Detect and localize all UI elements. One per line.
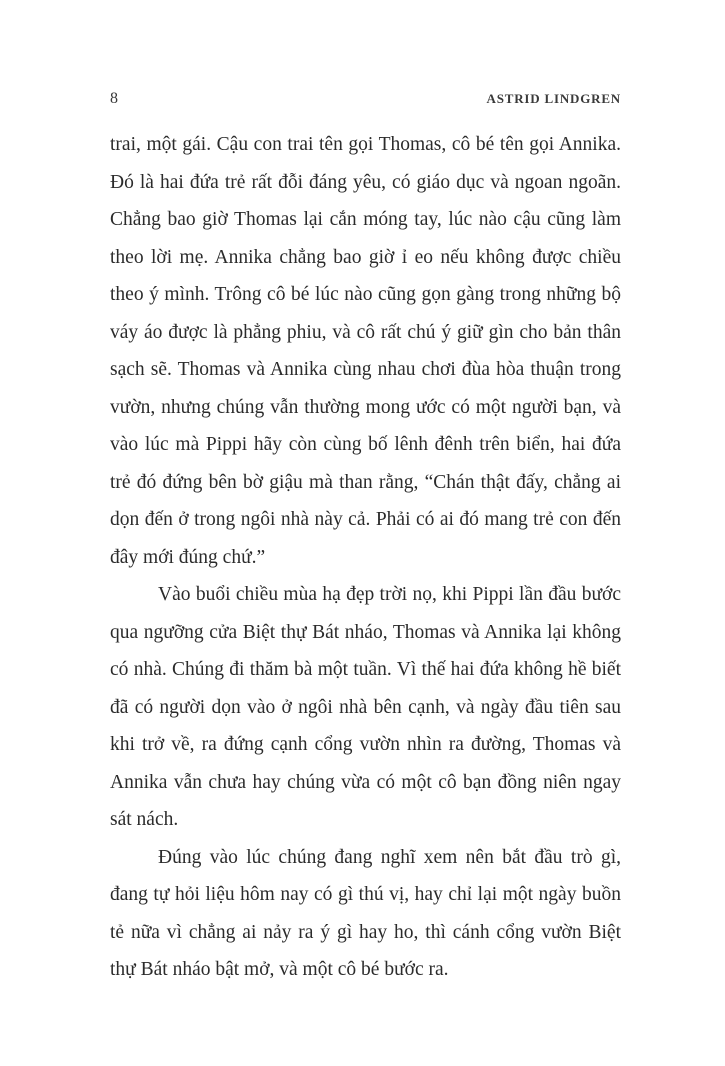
- paragraph: trai, một gái. Cậu con trai tên gọi Thomas, cô bé tên gọi Annika. Đó là hai đứa trẻ rất đỗi đáng yêu, có giáo dục và ngoan ngoãn. Chẳng bao giờ Thomas lại cắn móng tay, lúc nào cậu cũng làm theo lời mẹ. Annika chẳng bao giờ ỉ eo nếu không được chiều theo ý mình. Trông cô bé lúc nào cũng gọn gàng trong những bộ váy áo được là phẳng phiu, và cô rất chú ý giữ gìn cho bản thân sạch sẽ. Thomas và Annika cùng nhau chơi đùa hòa thuận trong vườn, nhưng chúng vẫn thường mong ước có một người bạn, và vào lúc mà Pippi hãy còn cùng bố lênh đênh trên biển, hai đứa trẻ đó đứng bên bờ giậu mà than rằng, “Chán thật đấy, chẳng ai dọn đến ở trong ngôi nhà này cả. Phải có ai đó mang trẻ con đến đây mới đúng chứ.”: [110, 134, 621, 568]
- page-number: 8: [110, 90, 118, 107]
- paragraph: Vào buổi chiều mùa hạ đẹp trời nọ, khi Pippi lần đầu bước qua ngưỡng cửa Biệt thự Bát nháo, Thomas và Annika lại không có nhà. Chúng đi thăm bà một tuần. Vì thế hai đứa không hề biết đã có người dọn vào ở ngôi nhà bên cạnh, và ngày đầu tiên sau khi trở về, ra đứng cạnh cổng vườn nhìn ra đường, Thomas và Annika vẫn chưa hay chúng vừa có một cô bạn đồng niên ngay sát nách.: [110, 584, 621, 830]
- running-head: [110, 90, 621, 108]
- paragraph: Đúng vào lúc chúng đang nghĩ xem nên bắt đầu trò gì, đang tự hỏi liệu hôm nay có gì thú vị, hay chỉ lại một ngày buồn tẻ nữa vì chẳng ai nảy ra ý gì hay ho, thì cánh cổng vườn Biệt thự Bát nháo bật mở, và một cô bé bước ra.: [110, 846, 621, 980]
- running-header: ASTRID LINDGREN: [486, 91, 621, 106]
- body-text: [110, 126, 621, 989]
